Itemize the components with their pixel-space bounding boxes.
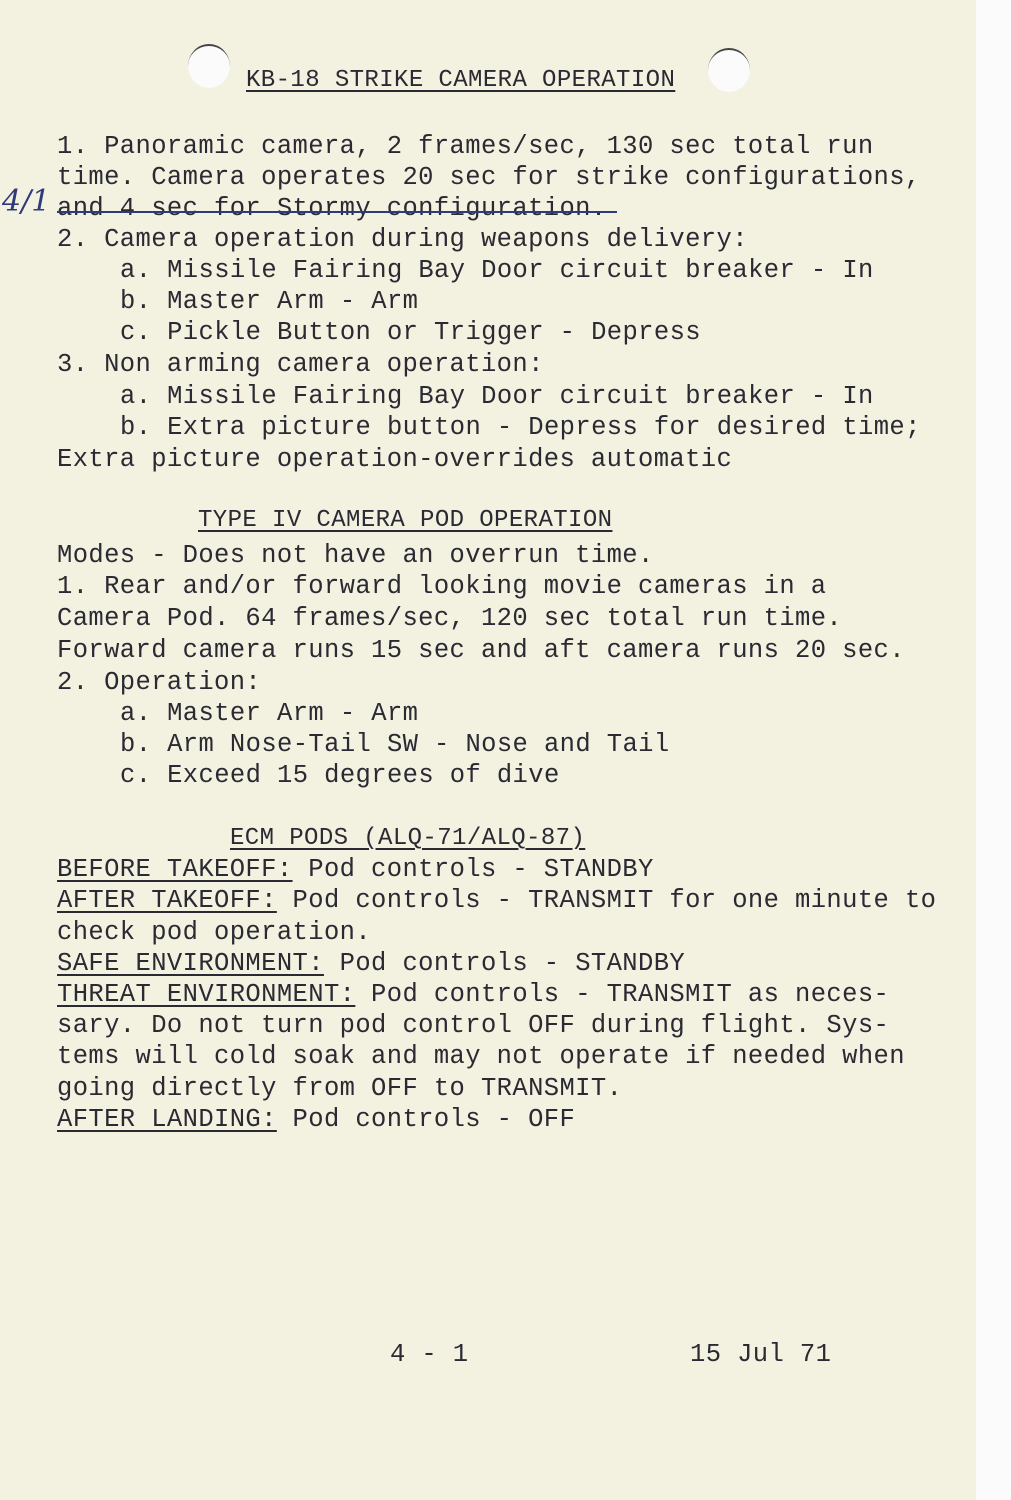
type4-line-8: c. Exceed 15 degrees of dive [120,761,560,790]
ecm-line-9 [57,1105,575,1135]
ecm-line-5 [57,980,889,1010]
ecm-label: AFTER LANDING: [57,1105,277,1134]
struck-text: and 4 sec for Stormy configuration. [57,194,607,223]
kb18-line-3 [57,194,607,224]
ecm-text: Pod controls - TRANSMIT as neces- [355,980,890,1009]
type4-line-3: Camera Pod. 64 frames/sec, 120 sec total run time. [57,604,843,633]
page-date: 15 Jul 71 [690,1340,832,1369]
margin-annotation: 4/1 [2,184,51,219]
ecm-line-8 [57,1074,622,1104]
kb18-line-11: Extra picture operation-overrides automatic [57,445,733,474]
ecm-text: Pod controls - STANDBY [292,855,654,884]
type4-line-6: a. Master Arm - Arm [120,699,419,728]
ecm-text: Pod controls - STANDBY [323,949,686,978]
ecm-label: BEFORE TAKEOFF: [57,855,293,884]
ecm-line-7 [57,1042,905,1072]
section-title-type4: TYPE IV CAMERA POD OPERATION [198,507,613,534]
kb18-line-5: a. Missile Fairing Bay Door circuit breaker - In [120,256,874,285]
ecm-line-1 [57,855,654,885]
ecm-label: THREAT ENVIRONMENT: [57,980,356,1009]
page-number: 4 - 1 [390,1340,469,1369]
kb18-line-1: 1. Panoramic camera, 2 frames/sec, 130 sec total run [57,132,874,161]
ecm-label: AFTER TAKEOFF: [57,886,277,915]
ecm-line-4 [57,949,685,979]
ecm-text: sary. Do not turn pod control OFF during flight. Sys- [57,1011,890,1040]
type4-line-4: Forward camera runs 15 sec and aft camera runs 20 sec. [57,636,905,665]
kb18-line-8: 3. Non arming camera operation: [57,350,544,379]
type4-line-2: 1. Rear and/or forward looking movie cameras in a [57,572,827,601]
ecm-line-2 [57,886,936,916]
type4-line-1: Modes - Does not have an overrun time. [57,541,654,570]
ecm-line-6 [57,1011,889,1041]
kb18-line-4: 2. Camera operation during weapons delivery: [57,225,748,254]
kb18-line-9: a. Missile Fairing Bay Door circuit breaker - In [120,382,874,411]
ecm-text: tems will cold soak and may not operate if needed when [57,1042,905,1071]
kb18-line-7: c. Pickle Button or Trigger - Depress [120,318,701,347]
kb18-line-6: b. Master Arm - Arm [120,287,419,316]
punch-hole-left [188,44,230,88]
kb18-line-2: time. Camera operates 20 sec for strike configurations, [57,163,921,192]
ecm-line-3 [57,918,371,948]
punch-hole-right [708,48,750,92]
ecm-text: going directly from OFF to TRANSMIT. [57,1074,623,1103]
ecm-text: check pod operation. [57,918,372,947]
page-edge [976,0,1011,1500]
type4-line-7: b. Arm Nose-Tail SW - Nose and Tail [120,730,670,759]
section-title-ecm: ECM PODS (ALQ-71/ALQ-87) [230,825,586,852]
section-title-kb18: KB-18 STRIKE CAMERA OPERATION [246,67,676,94]
ecm-text: Pod controls - TRANSMIT for one minute to [276,886,937,915]
ecm-label: SAFE ENVIRONMENT: [57,949,324,978]
kb18-line-10: b. Extra picture button - Depress for desired time; [120,413,921,442]
type4-line-5: 2. Operation: [57,668,262,697]
ecm-text: Pod controls - OFF [276,1105,576,1134]
